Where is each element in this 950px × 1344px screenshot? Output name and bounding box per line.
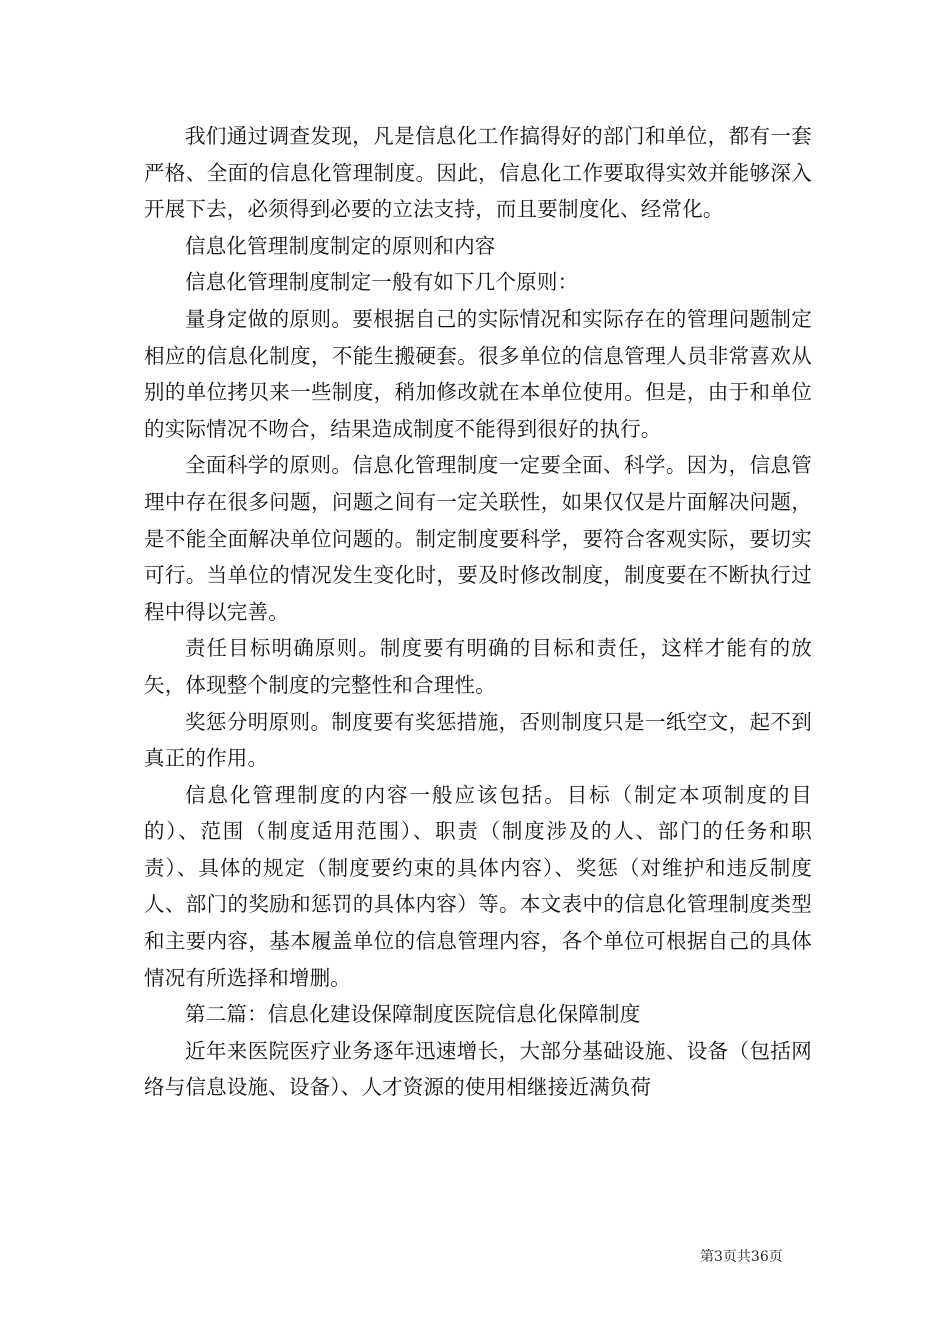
paragraph-survey-findings: 我们通过调查发现，凡是信息化工作搞得好的部门和单位，都有一套严格、全面的信息化管理制度。因此，信息化工作要取得实效并能够深入开展下去，必须得到必要的立法支持，而且要制度化、经常化。	[144, 124, 812, 222]
document-body	[144, 118, 812, 1106]
paragraph-principles-intro: 信息化管理制度制定一般有如下几个原则：	[185, 270, 579, 295]
section-heading-part-two: 第二篇：信息化建设保障制度医院信息化保障制度	[185, 1002, 641, 1027]
page-number-footer: 第3页共36页	[700, 1249, 783, 1265]
paragraph-reward-principle: 奖惩分明原则。制度要有奖惩措施，否则制度只是一纸空文，起不到真正的作用。	[144, 709, 812, 771]
paragraph-tailored-principle: 量身定做的原则。要根据自己的实际情况和实际存在的管理问题制定相应的信息化制度，不能生搬硬套。很多单位的信息管理人员非常喜欢从别的单位拷贝来一些制度，稍加修改就在本单位使用。但是，由于和单位的实际情况不吻合，结果造成制度不能得到很好的执行。	[144, 306, 812, 441]
paragraph-system-contents: 信息化管理制度的内容一般应该包括。目标（制定本项制度的目的）、范围（制度适用范围）、职责（制度涉及的人、部门的任务和职责）、具体的规定（制度要约束的具体内容）、奖惩（对维护和违反制度人、部门的奖励和惩罚的具体内容）等。本文表中的信息化管理制度类型和主要内容，基本履盖单位的信息管理内容，各个单位可根据自己的具体情况有所选择和增删。	[144, 782, 812, 990]
section-heading-principles: 信息化管理制度制定的原则和内容	[185, 233, 496, 258]
paragraph-comprehensive-principle: 全面科学的原则。信息化管理制度一定要全面、科学。因为，信息管理中存在很多问题，问题之间有一定关联性，如果仅仅是片面解决问题，是不能全面解决单位问题的。制定制度要科学，要符合客观实际，要切实可行。当单位的情况发生变化时，要及时修改制度，制度要在不断执行过程中得以完善。	[144, 453, 812, 624]
paragraph-hospital-growth: 近年来医院医疗业务逐年迅速增长，大部分基础设施、设备（包括网络与信息设施、设备）、人才资源的使用相继接近满负荷	[144, 1038, 812, 1100]
paragraph-responsibility-principle: 责任目标明确原则。制度要有明确的目标和责任，这样才能有的放矢，体现整个制度的完整性和合理性。	[144, 636, 812, 697]
